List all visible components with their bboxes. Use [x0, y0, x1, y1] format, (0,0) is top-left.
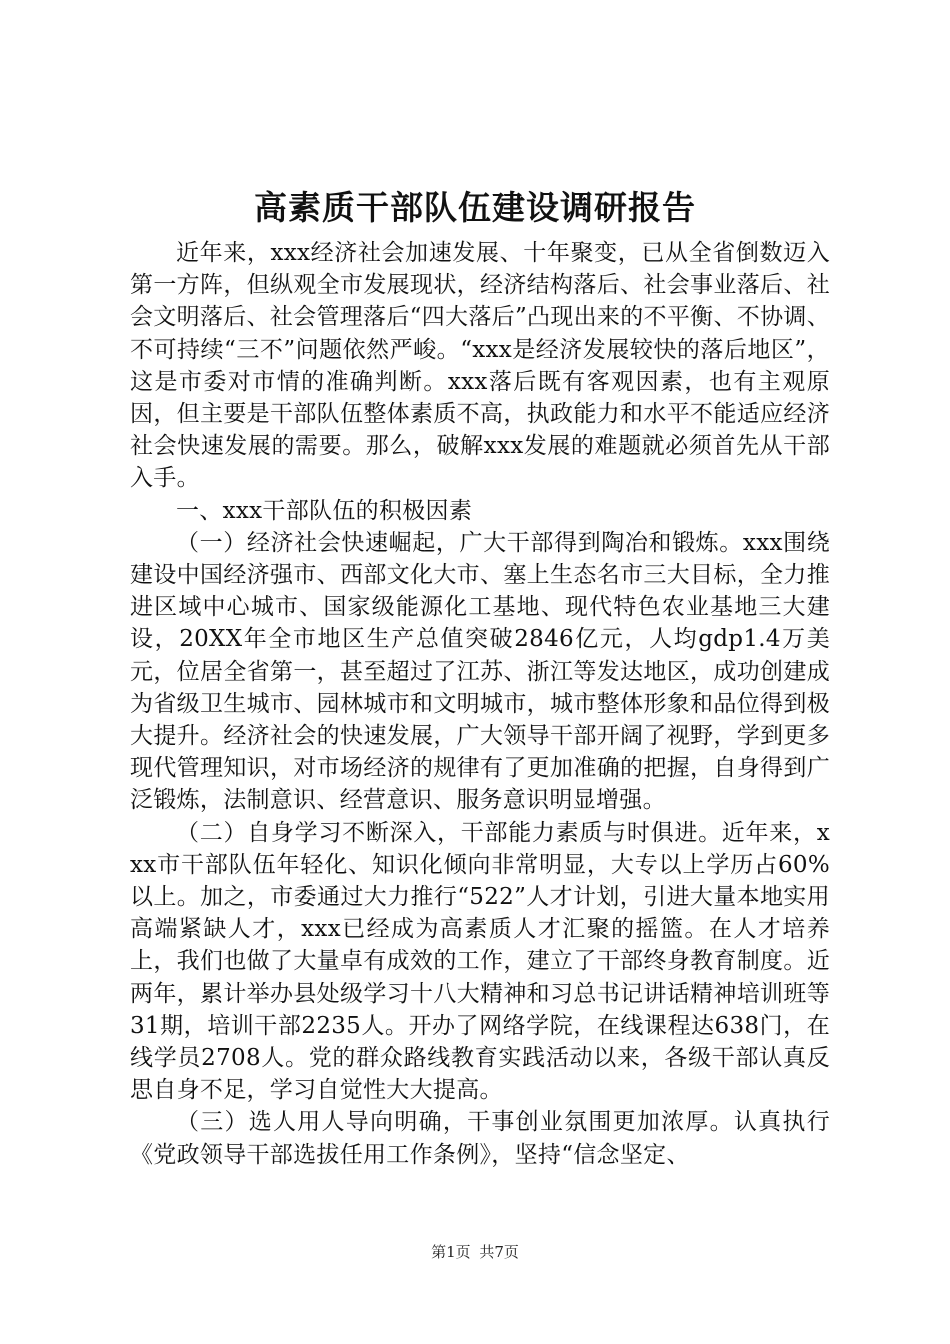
section-heading-1: 一、xxx干部队伍的积极因素: [176, 497, 473, 524]
page-footer: [0, 1242, 950, 1262]
document-title: 高素质干部队伍建设调研报告: [254, 188, 696, 227]
document-body: [130, 237, 830, 1171]
paragraph-point-3: （三）选人用人导向明确，干事创业氛围更加浓厚。认真执行《党政领导干部选拔任用工作条例》，坚持“信念坚定、: [130, 1109, 830, 1168]
page-number: 第1页: [431, 1243, 471, 1261]
page-total: 共7页: [479, 1243, 519, 1261]
paragraph-point-2: （二）自身学习不断深入，干部能力素质与时俱进。近年来，xxx市干部队伍年轻化、知识化倾向非常明显，大专以上学历占60%以上。加之，市委通过大力推行“522”人才计划，引进大量本地实用高端紧缺人才，xxx已经成为高素质人才汇聚的摇篮。在人才培养上，我们也做了大量卓有成效的工作，建立了干部终身教育制度。近两年，累计举办县处级学习十八大精神和习总书记讲话精神培训班等31期，培训干部2235人。开办了网络学院，在线课程达638门，在线学员2708人。党的群众路线教育实践活动以来，各级干部认真反思自身不足，学习自觉性大大提高。: [130, 819, 830, 1104]
paragraph-point-1: （一）经济社会快速崛起，广大干部得到陶冶和锻炼。xxx围绕建设中国经济强市、西部文化大市、塞上生态名市三大目标，全力推进区域中心城市、国家级能源化工基地、现代特色农业基地三大建设，20XX年全市地区生产总值突破2846亿元，人均gdp1.4万美元，位居全省第一，甚至超过了江苏、浙江等发达地区，成功创建成为省级卫生城市、园林城市和文明城市，城市整体形象和品位得到极大提升。经济社会的快速发展，广大领导干部开阔了视野，学到更多现代管理知识，对市场经济的规律有了更加准确的把握，自身得到广泛锻炼，法制意识、经营意识、服务意识明显增强。: [130, 529, 830, 814]
paragraph-intro: 近年来，xxx经济社会加速发展、十年聚变，已从全省倒数迈入第一方阵，但纵观全市发展现状，经济结构落后、社会事业落后、社会文明落后、社会管理落后“四大落后”凸现出来的不平衡、不协调、不可持续“三不”问题依然严峻。“xxx是经济发展较快的落后地区”，这是市委对市情的准确判断。xxx落后既有客观因素，也有主观原因，但主要是干部队伍整体素质不高，执政能力和水平不能适应经济社会快速发展的需要。那么，破解xxx发展的难题就必须首先从干部入手。: [130, 240, 830, 492]
